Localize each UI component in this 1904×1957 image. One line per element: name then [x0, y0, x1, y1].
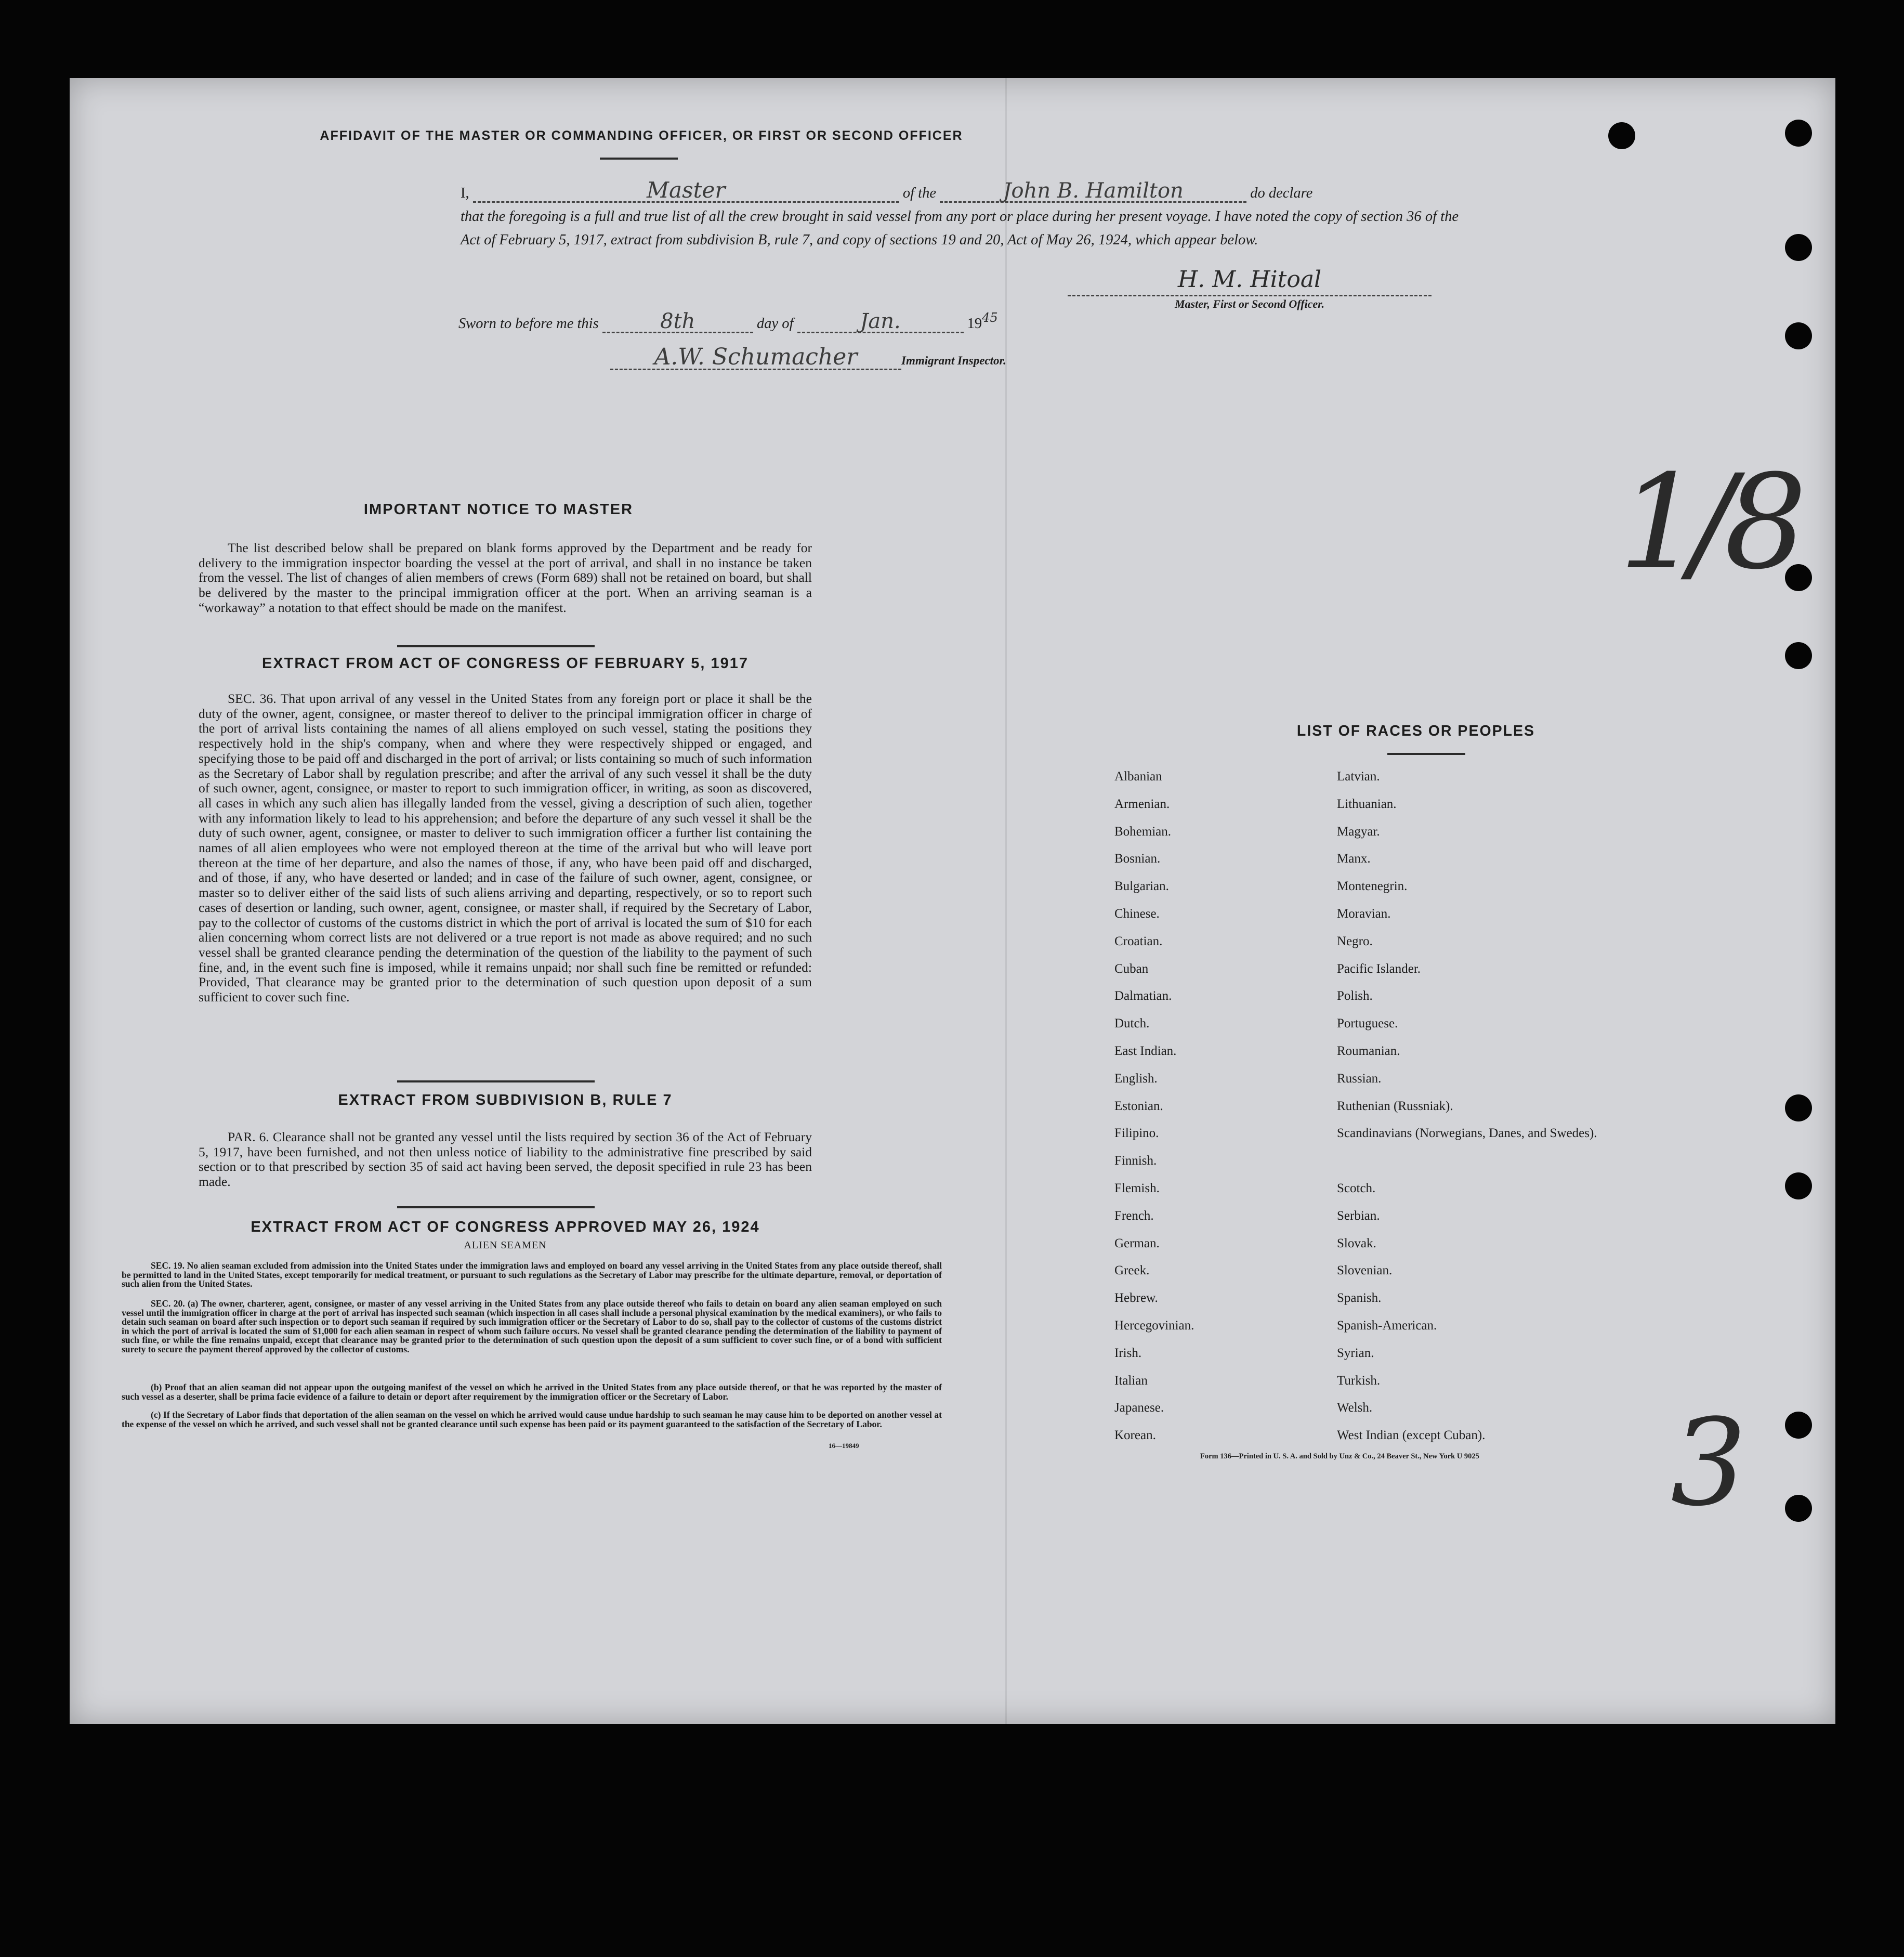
extract-rule7-title: EXTRACT FROM SUBDIVISION B, RULE 7 [338, 1092, 673, 1108]
i-label: I, [461, 185, 469, 201]
race-item: Scotch. [1337, 1181, 1376, 1195]
race-item: Scandinavians (Norwegians, Danes, and Swedes). [1337, 1126, 1597, 1141]
divider [1387, 753, 1465, 755]
race-item: Hercegovinian. [1114, 1318, 1194, 1333]
race-item: Dutch. [1114, 1016, 1150, 1031]
race-item: Russian. [1337, 1071, 1382, 1086]
sworn-month-field[interactable]: Jan. [797, 311, 964, 333]
handwritten-page-number: 3 [1671, 1394, 1747, 1533]
race-item: English. [1114, 1071, 1158, 1086]
extract-rule7-body: PAR. 6. Clearance shall not be granted any vessel until the lists required by section 36 of the Act of February 5, 1917, have been furnished, and not then unless notice of liability to the administrative fine prescribed by said section or to that prescribed by section 35 of said act having been served, the deposit specified in rule 23 has been made. [199, 1129, 812, 1190]
year-suffix: 45 [982, 310, 998, 325]
race-item: Welsh. [1337, 1401, 1373, 1415]
affidavit-title: AFFIDAVIT OF THE MASTER OR COMMANDING OFFICER, OR FIRST OR SECOND OFFICER [320, 128, 963, 143]
binder-hole [1785, 1412, 1812, 1439]
race-item: Bosnian. [1114, 852, 1161, 866]
officer-caption: Master, First or Second Officer. [1174, 297, 1325, 310]
race-item: German. [1114, 1236, 1160, 1250]
page-fold [1005, 78, 1007, 1724]
form-code: 16—19849 [829, 1442, 859, 1450]
race-item: Finnish. [1114, 1154, 1157, 1168]
race-item: Serbian. [1337, 1208, 1380, 1223]
race-item: Italian [1114, 1373, 1148, 1388]
divider [397, 1080, 595, 1082]
race-item: West Indian (except Cuban). [1337, 1428, 1486, 1443]
race-item: Moravian. [1337, 906, 1391, 921]
handwritten-page-mark: 1/8 [1619, 447, 1797, 598]
race-item: Magyar. [1337, 824, 1380, 839]
race-item: Latvian. [1337, 769, 1380, 784]
race-item: Bohemian. [1114, 824, 1172, 839]
binder-hole [1608, 122, 1635, 149]
extract-1917-title: EXTRACT FROM ACT OF CONGRESS OF FEBRUARY 5, 1917 [261, 655, 749, 672]
year-prefix: 19 [967, 316, 982, 332]
race-item: Japanese. [1114, 1401, 1164, 1415]
race-item: Chinese. [1114, 906, 1160, 921]
race-item: Cuban [1114, 961, 1149, 976]
extract-1924-title: EXTRACT FROM ACT OF CONGRESS APPROVED MAY 26, 1924 [251, 1219, 760, 1235]
form-footer: Form 136—Printed in U. S. A. and Sold by Unz & Co., 24 Beaver St., New York U 9025 [1200, 1452, 1479, 1460]
race-item: Filipino. [1114, 1126, 1159, 1141]
day-of-label: day of [756, 316, 794, 332]
race-item: Syrian. [1337, 1346, 1374, 1360]
race-item: Montenegrin. [1337, 879, 1408, 894]
of-the-label: of the [902, 185, 936, 201]
race-item: Hebrew. [1114, 1291, 1158, 1306]
race-item: Korean. [1114, 1428, 1156, 1443]
race-item: Bulgarian. [1114, 879, 1169, 894]
race-item: French. [1114, 1208, 1154, 1223]
sworn-day-field[interactable]: 8th [602, 311, 753, 333]
race-item: East Indian. [1114, 1043, 1177, 1058]
races-right-column [1337, 769, 1607, 1455]
binder-hole [1785, 1094, 1812, 1121]
race-item: Dalmatian. [1114, 989, 1172, 1003]
affidavit-body: that the foregoing is a full and true list of all the crew brought in said vessel from any port or place during her present voyage. I have noted the copy of section 36 of the Act of February 5, 1917, extract from subdivision B, rule 7, and copy of sections 19 and 20, Act of May 26, 1924, which appear below. [461, 208, 1459, 248]
divider [397, 645, 595, 647]
notice-title: IMPORTANT NOTICE TO MASTER [363, 501, 634, 518]
binder-hole [1785, 322, 1812, 349]
race-item: Polish. [1337, 989, 1373, 1003]
notice-body: The list described below shall be prepared on blank forms approved by the Department and be ready for delivery to the immigration inspector boarding the vessel at the port of arrival, and shall in no instance be taken from the vessel. The list of changes of alien members of crews (Form 689) shall not be retained on board, but shall be delivered by the master to the principal immigration officer at the port. When an arriving seaman is a “workaway” a notation to that effect should be made on the manifest. [199, 540, 812, 615]
inspector-signature: A.W. Schumacher [610, 346, 901, 370]
binder-hole [1785, 1495, 1812, 1522]
vessel-name-field[interactable]: John B. Hamilton [940, 180, 1246, 203]
affidavit-declaration [461, 179, 1459, 252]
race-item: Greek. [1114, 1263, 1150, 1278]
race-item: Slovak. [1337, 1236, 1376, 1250]
race-item: Turkish. [1337, 1373, 1381, 1388]
race-item: Pacific Islander. [1337, 961, 1421, 976]
race-item: Flemish. [1114, 1181, 1160, 1195]
declarant-field[interactable]: Master [473, 179, 899, 203]
extract-1924-sec20a: SEC. 20. (a) The owner, charterer, agent, consignee, or master of any vessel arriving in the United States from any place outside thereof who fails to detain on board any alien seaman employed on such vessel until the immigration officer in charge at the port of arrival has inspected such seaman (which inspection in all cases shall include a personal physical examination by the medical examiners), or who fails to detain such seaman on board after such inspection or to deport such seaman if required by such immigration officer or the Secretary of Labor to do so, shall pay to the collector of customs of the customs district in which the port of arrival is located the sum of $1,000 for each alien seaman in respect of whom such failure occurs. No vessel shall be granted clearance pending the determination of the liability to payment of such fine, or while the fine remains unpaid, except that clearance may be granted prior to the determination of such question upon the deposit of a sum sufficient to cover such fine, or of a bond with sufficient surety to secure the payment thereof approved by the collector of customs. [122, 1298, 942, 1354]
race-item: Croatian. [1114, 934, 1163, 948]
race-item: Ruthenian (Russniak). [1337, 1099, 1453, 1113]
document-sheet [70, 78, 1835, 1724]
extract-1924-subtitle: ALIEN SEAMEN [464, 1240, 547, 1251]
divider [397, 1206, 595, 1208]
divider [600, 158, 678, 160]
sworn-line [458, 310, 998, 333]
race-item: Armenian. [1114, 797, 1170, 811]
race-item: Negro. [1337, 934, 1373, 948]
binder-hole [1785, 234, 1812, 261]
extract-1924-sec20c: (c) If the Secretary of Labor finds that deportation of the alien seaman on the vessel on which he arrived would cause undue hardship to such seaman he may cause him to be deported on another vessel at the expense of the vessel on which he arrived, and such vessel shall not be granted clearance until such expense has been paid or its payment guaranteed to the satisfaction of the Secretary of Labor. [122, 1410, 942, 1429]
race-item: Manx. [1337, 852, 1371, 866]
race-item: Lithuanian. [1337, 797, 1397, 811]
extract-1924-sec19: SEC. 19. No alien seaman excluded from admission into the United States under the immigration laws and employed on board any vessel arriving in the United States from any place outside thereof, shall be permitted to land in the United States, except temporarily for medical treatment, or pursuant to such regulations as the Secretary of Labor may prescribe for the ultimate departure, removal, or deportation of such alien from the United States. [122, 1260, 942, 1289]
race-item: Portuguese. [1337, 1016, 1398, 1031]
officer-signature-block [1068, 266, 1432, 311]
race-item: Spanish-American. [1337, 1318, 1437, 1333]
race-item: Roumanian. [1337, 1043, 1400, 1058]
inspector-caption: Immigrant Inspector. [901, 354, 1006, 367]
binder-hole [1785, 642, 1812, 669]
inspector-signature-block [610, 346, 1006, 370]
races-title: LIST OF RACES OR PEOPLES [1296, 723, 1535, 739]
race-item: Estonian. [1114, 1099, 1163, 1113]
races-left-column [1114, 769, 1322, 1455]
officer-signature: H. M. Hitoal [1068, 266, 1432, 296]
sworn-label: Sworn to before me this [458, 316, 599, 332]
race-item: Irish. [1114, 1346, 1142, 1360]
binder-hole [1785, 120, 1812, 147]
race-item: Albanian [1114, 769, 1162, 784]
race-item: Spanish. [1337, 1291, 1382, 1306]
do-declare-label: do declare [1250, 185, 1313, 201]
extract-1924-sec20b: (b) Proof that an alien seaman did not appear upon the outgoing manifest of the vessel on which he arrived in the United States from any place outside thereof, or that he was reported by the master of such vessel as a deserter, shall be prima facie evidence of a failure to detain or deport after requirement by the immigration officer or the Secretary of Labor. [122, 1382, 942, 1402]
race-item: Slovenian. [1337, 1263, 1393, 1278]
binder-hole [1785, 1172, 1812, 1199]
extract-1917-body: SEC. 36. That upon arrival of any vessel in the United States from any foreign port or place it shall be the duty of the owner, agent, consignee, or master thereof to deliver to the principal immigration officer in charge of the port of arrival lists containing the names of all aliens employed on such vessel, stating the positions they respectively hold in the ship's company, when and where they were respectively shipped or engaged, and specifying those to be paid off and discharged in the port of arrival; or lists containing so much of such information as the Secretary of Labor shall by regulation prescribe; and after the arrival of any such vessel it shall be the duty of such owner, agent, consignee, or master to report to such immigration officer, in writing, as soon as discovered, all cases in which any such alien has illegally landed from the vessel, giving a description of such alien, together with any information likely to lead to his apprehension; and before the departure of any such vessel it shall be the duty of such owner, agent, consignee, or master to deliver to such immigration officer a further list containing the names of all alien employees who were not employed thereon at the time of the arrival but who will leave port thereon at the time of her departure, and also the names of those, if any, who have been paid off and discharged, and of those, if any, who have deserted or landed; and in case of the failure of such owner, agent, consignee, or master so to deliver either of the said lists of such aliens arriving and departing, respectively, or so to report such cases of desertion or landing, such owner, agent, consignee, or master shall, if required by the Secretary of Labor, pay to the collector of customs of the customs district in which the port of arrival is located the sum of $10 for each alien concerning whom correct lists are not delivered or a true report is not made as above required; and no such vessel shall be granted clearance pending the determination of the question of the liability to the payment of such fine, and, in the event such fine is imposed, while it remains unpaid; nor shall such fine be remitted or refunded: Provided, That clearance may be granted prior to the determination of such question upon deposit of a sum sufficient to cover such fine. [199, 691, 812, 1005]
